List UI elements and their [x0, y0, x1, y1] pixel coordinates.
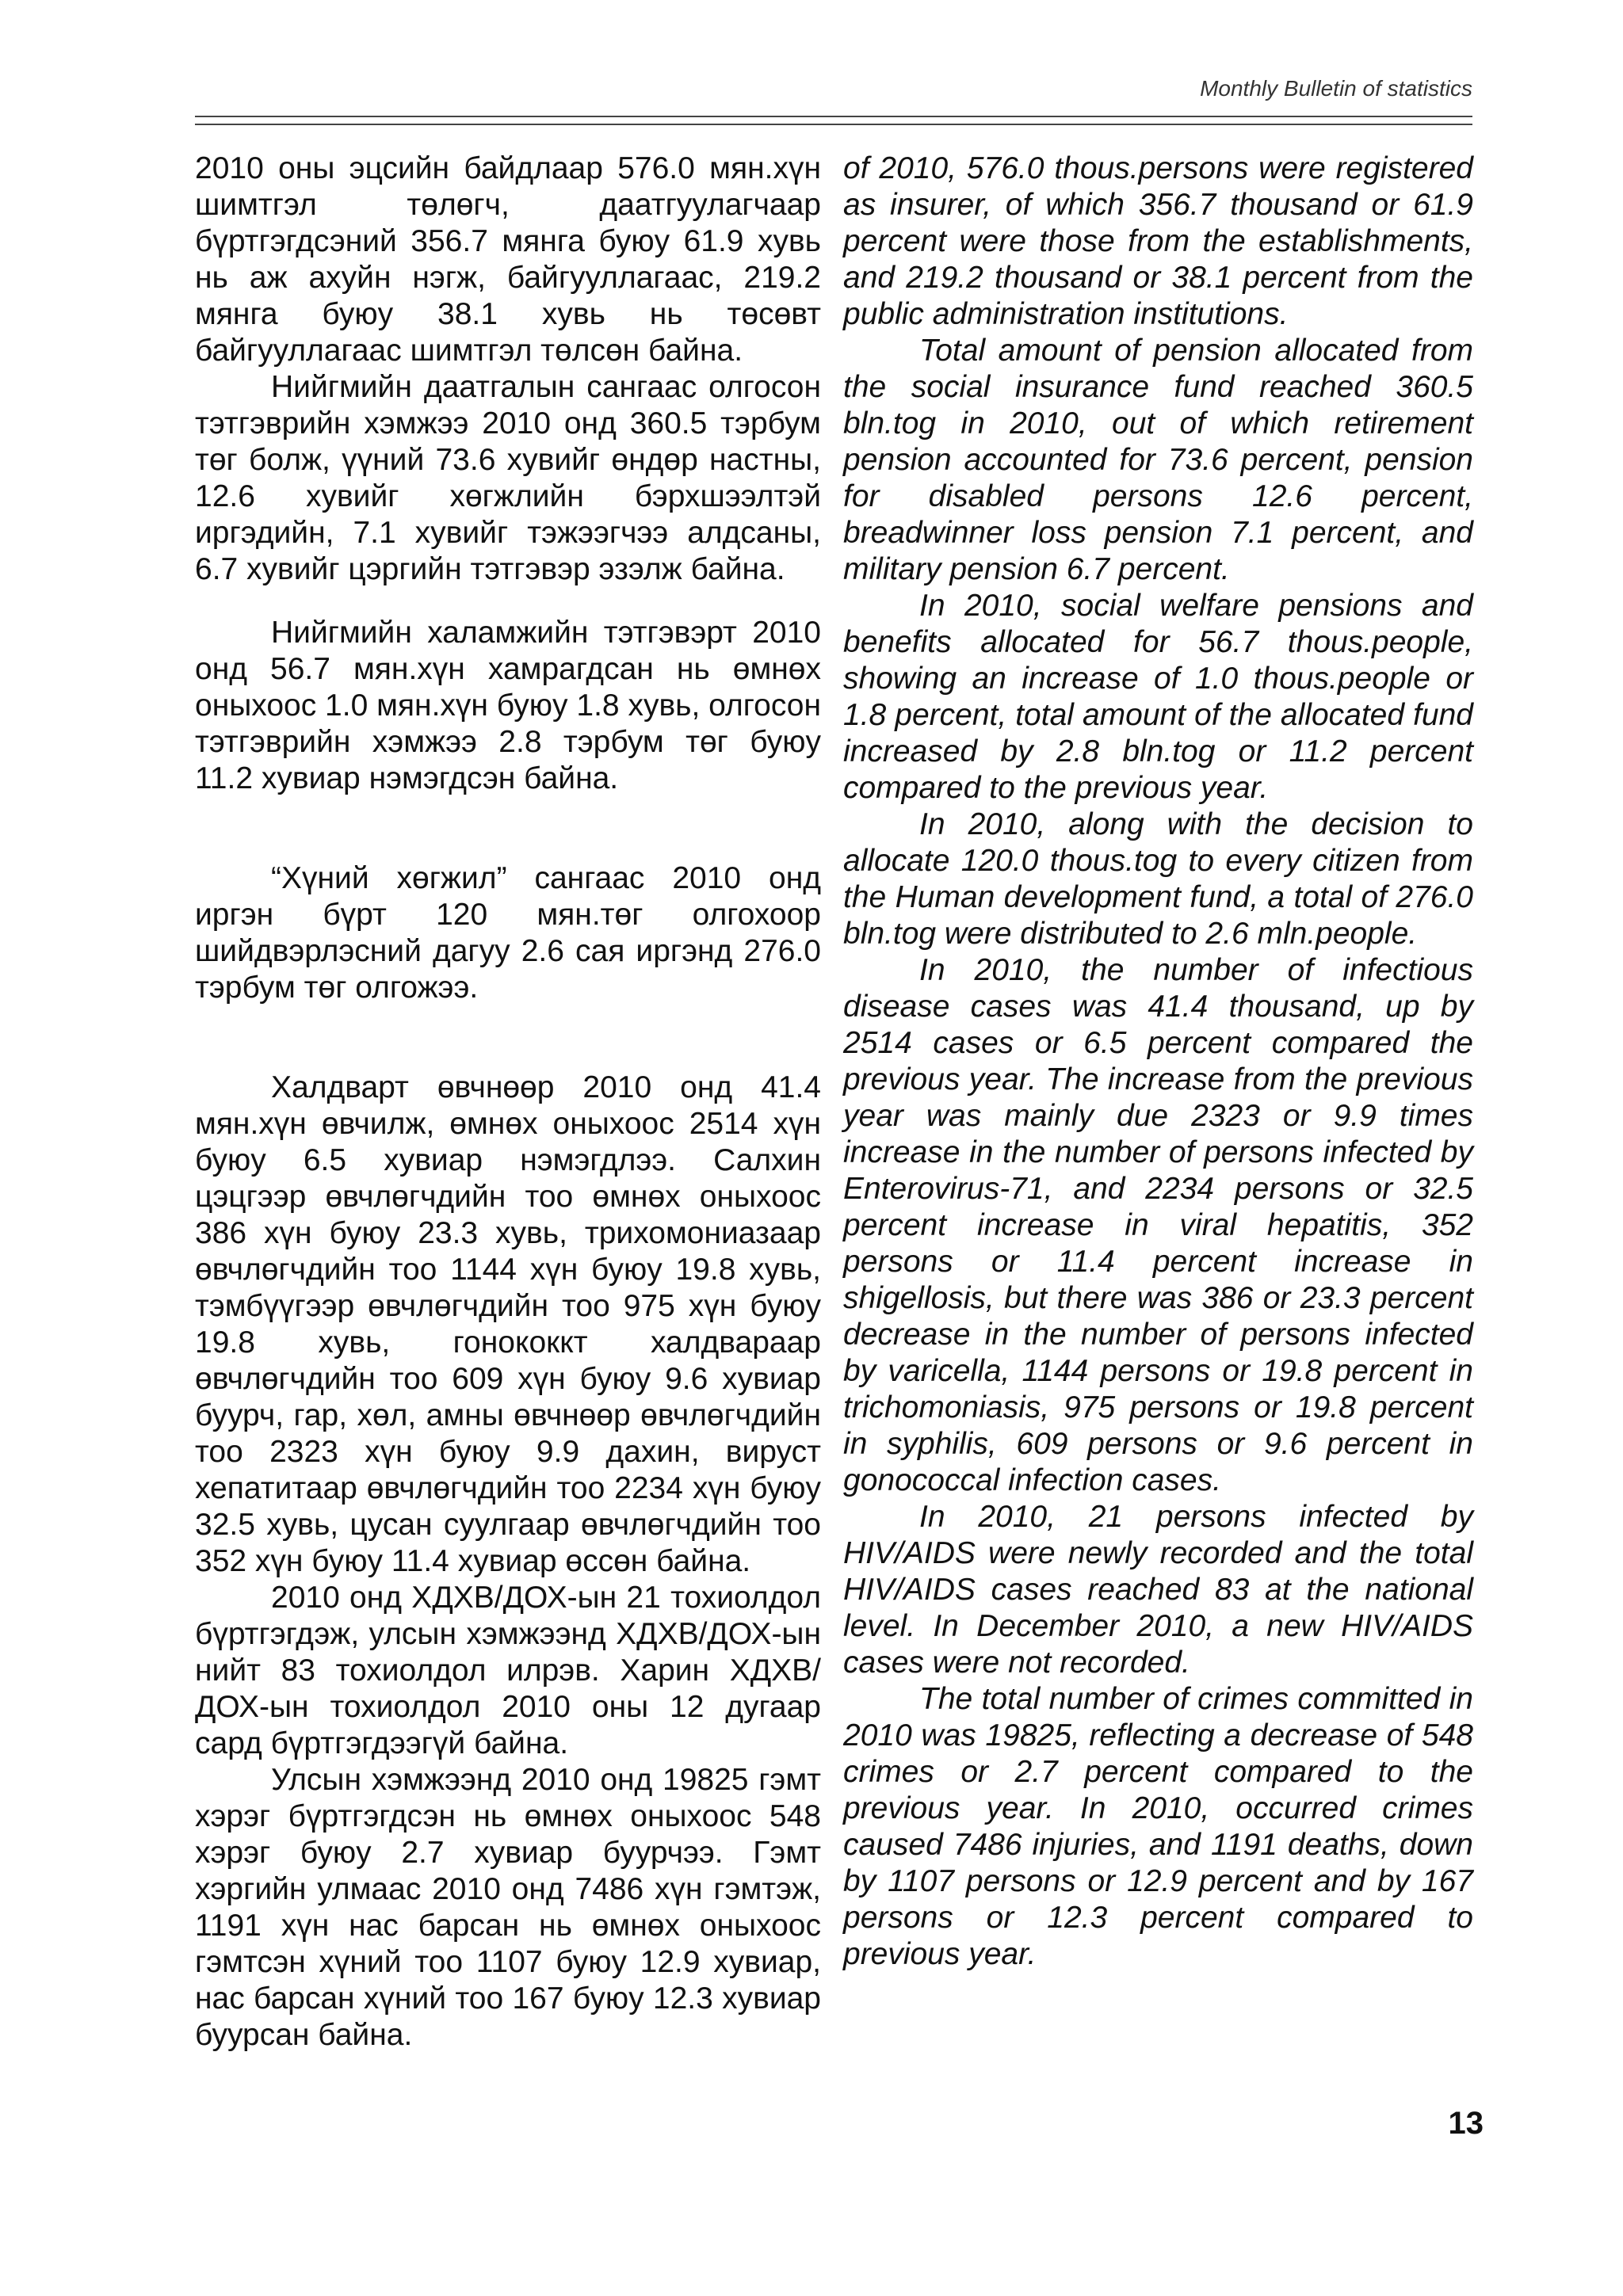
- mn-paragraph-1: 2010 оны эцсийн байдлаар 576.0 мян.хүн шимтгэл төлөгч, даатгуулагчаар бүртгэгдсэний 356.7 мянга буюу 61.9 хувь нь аж ахуйн нэгж, байгууллагаас, 219.2 мянга буюу 38.1 хувь нь төсөвт байгууллагаас шимтгэл төлсөн байна.: [195, 151, 821, 368]
- mn-paragraph-3: Нийгмийн халамжийн тэтгэвэрт 2010 онд 56.7 мян.хүн хамрагдсан нь өмнөх оныхоос 1.0 мян.хүн буюу 1.8 хувь, олгосон тэтгэврийн хэмжээ 2.8 тэрбум төг буюу 11.2 хувиар нэмэгдсэн байна.: [195, 616, 821, 795]
- mn-paragraph-7: Улсын хэмжээнд 2010 онд 19825 гэмт хэрэг бүртгэгдсэн нь өмнөх оныхоос 548 хэрэг буюу 2.7 хувиар буурчээ. Гэмт хэргийн улмаас 2010 онд 7486 хүн гэмтэж, 1191 хүн нас барсан нь өмнөх оныхоос гэмтсэн хүний тоо 1107 буюу 12.9 хувиар, нас барсан хүний тоо 167 буюу 12.3 хувиар буурсан байна.: [195, 1763, 821, 2052]
- english-column: [843, 151, 1473, 1973]
- mn-paragraph-2: Нийгмийн даатгалын сангаас олгосон тэтгэврийн хэмжээ 2010 онд 360.5 тэрбум төг болж, үүний 73.6 хувийг өндөр настны, 12.6 хувийг хөгжлийн бэрхшээлтэй иргэдийн, 7.1 хувийг тэжээгчээ алдсаны, 6.7 хувийг цэргийн тэтгэвэр эзэлж байна.: [195, 370, 821, 586]
- en-paragraph-2: Total amount of pension allocated from the social insurance fund reached 360.5 bln.tog in 2010, out of which retirement pension accounted for 73.6 percent, pension for disabled persons 12.6 percent, breadwinner loss pension 7.1 percent, and military pension 6.7 percent.: [843, 334, 1473, 586]
- mongolian-column: [195, 151, 821, 2054]
- mn-paragraph-4: “Хүний хөгжил” сангаас 2010 онд иргэн бүрт 120 мян.төг олгохоор шийдвэрлэсний дагуу 2.6 сая иргэнд 276.0 тэрбум төг олгожээ.: [195, 861, 821, 1005]
- en-paragraph-3: In 2010, social welfare pensions and benefits allocated for 56.7 thous.people, showing an increase of 1.0 thous.people or 1.8 percent, total amount of the allocated fund increased by 2.8 bln.tog or 11.2 percent compared to the previous year.: [843, 589, 1473, 805]
- en-paragraph-6: In 2010, 21 persons infected by HIV/AIDS were newly recorded and the total HIV/AIDS cases reached 83 at the national level. In December 2010, a new HIV/AIDS cases were not recorded.: [843, 1500, 1473, 1680]
- en-paragraph-5: In 2010, the number of infectious disease cases was 41.4 thousand, up by 2514 cases or 6.5 percent compared the previous year. The increase from the previous year was mainly due 2323 or 9.9 times increase in the number of persons infected by Enterovirus-71, and 2234 persons or 32.5 percent increase in viral hepatitis, 352 persons or 11.4 percent increase in shigellosis, but there was 386 or 23.3 percent decrease in the number of persons infected by varicella, 1144 persons or 19.8 percent in trichomoniasis, 975 persons or 19.8 percent in syphilis, 609 persons or 9.6 percent in gonococcal infection cases.: [843, 953, 1473, 1497]
- mn-paragraph-5: Халдварт өвчнөөр 2010 онд 41.4 мян.хүн өвчилж, өмнөх оныхоос 2514 хүн буюу 6.5 хувиар нэмэгдлээ. Салхин цэцгээр өвчлөгчдийн тоо өмнөх оныхоос 386 хүн буюу 23.3 хувь, трихомониазаар өвчлөгчдийн тоо 1144 хүн буюу 19.8 хувь, тэмбүүгээр өвчлөгчдийн тоо 975 хүн буюу 19.8 хувь, гонококкт халдвараар өвчлөгчдийн тоо 609 хүн буюу 9.6 хувиар буурч, гар, хөл, амны өвчнөөр өвчлөгчдийн тоо 2323 хүн буюу 9.9 дахин, вируст хепатитаар өвчлөгчдийн тоо 2234 хүн буюу 32.5 хувь, цусан суулгаар өвчлөгчдийн тоо 352 хүн буюу 11.4 хувиар өссөн байна.: [195, 1070, 821, 1578]
- header-title: Monthly Bulletin of statistics: [1200, 76, 1472, 101]
- en-paragraph-4: In 2010, along with the decision to allocate 120.0 thous.tog to every citizen from the Human development fund, a total of 276.0 bln.tog were distributed to 2.6 mln.people.: [843, 807, 1473, 951]
- page-number: 13: [1448, 2106, 1484, 2141]
- mn-paragraph-6: 2010 онд ХДХВ/ДОХ-ын 21 тохиолдол бүртгэгдэж, улсын хэмжээнд ХДХВ/ДОХ-ын нийт 83 тохиолдол илрэв. Харин ХДХВ/ДОХ-ын тохиолдол 2010 оны 12 дугаар сард бүртгэгдээгүй байна.: [195, 1581, 821, 1760]
- header-rule-bottom: [195, 124, 1472, 125]
- en-paragraph-7: The total number of crimes committed in 2010 was 19825, reflecting a decrease of 548 crimes or 2.7 percent compared to the previous year. In 2010, occurred crimes caused 7486 injuries, and 1191 deaths, down by 1107 persons or 12.9 percent and by 167 persons or 12.3 percent compared to previous year.: [843, 1682, 1473, 1971]
- header-rule-top: [195, 116, 1472, 117]
- en-paragraph-1: of 2010, 576.0 thous.persons were registered as insurer, of which 356.7 thousand or 61.9 percent were those from the establishments, and 219.2 thousand or 38.1 percent from the public administration institutions.: [843, 151, 1473, 331]
